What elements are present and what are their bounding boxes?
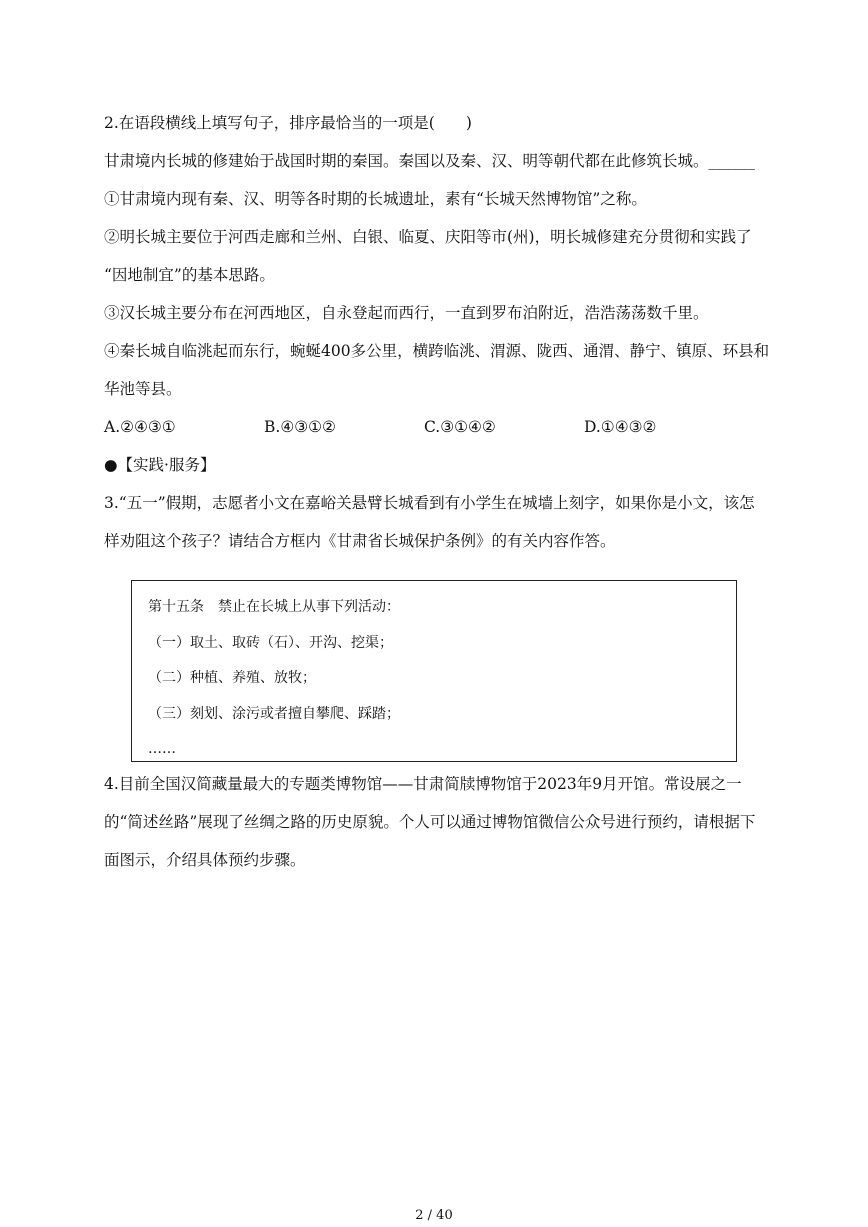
q2-sentence-1: ①甘肃境内现有秦、汉、明等各时期的长城遗址，素有“长城天然博物馆”之称。 [104,190,647,208]
q4-line-2: 的“简述丝路”展现了丝绸之路的历史原貌。个人可以通过博物馆微信公众号进行预约，请根据下 [104,813,756,831]
q3-line-1: 3.“五一”假期，志愿者小文在嘉峪关悬臂长城看到有小学生在城墙上刻字，如果你是小文，该怎 [104,494,755,512]
q3-line-2: 样劝阻这个孩子？请结合方框内《甘肃省长城保护条例》的有关内容作答。 [104,532,616,550]
page-number: 2 / 40 [415,1208,453,1223]
option-c: C.③①④② [424,418,496,436]
q4-line-3: 面图示，介绍具体预约步骤。 [104,851,306,869]
q4-content [104,773,764,887]
option-a: A.②④③① [104,418,176,436]
regulation-ellipsis: …… [148,741,176,757]
regulation-box [131,580,737,762]
q2-sentence-4-line-2: 华池等县。 [104,380,182,398]
question-content [104,112,770,568]
regulation-item-2: （二）种植、养殖、放牧； [148,670,316,686]
section-heading: ●【实践·服务】 [104,456,216,474]
q2-sentence-3: ③汉长城主要分布在河西地区，自永登起而西行，一直到罗布泊附近，浩浩荡荡数千里。 [104,304,709,322]
q2-options [104,416,744,439]
regulation-article: 第十五条 禁止在长城上从事下列活动： [148,599,400,615]
q2-sentence-2-line-1: ②明长城主要位于河西走廊和兰州、白银、临夏、庆阳等市(州)，明长城修建充分贯彻和实践了 [104,228,752,246]
q4-line-1: 4.目前全国汉简藏量最大的专题类博物馆——甘肃简牍博物馆于2023年9月开馆。常设展之一 [104,775,742,793]
regulation-item-1: （一）取土、取砖（石）、开沟、挖渠； [148,634,393,651]
option-d: D.①④③② [584,418,657,436]
q2-passage: 甘肃境内长城的修建始于战国时期的秦国。秦国以及秦、汉、明等朝代都在此修筑长城。______ [104,152,756,170]
q2-sentence-2-line-2: “因地制宜”的基本思路。 [104,266,275,284]
q2-sentence-4-line-1: ④秦长城自临洮起而东行，蜿蜒400多公里，横跨临洮、渭源、陇西、通渭、静宁、镇原、环县和 [104,342,770,360]
q2-stem: 2.在语段横线上填写句子，排序最恰当的一项是( ) [104,114,472,132]
option-b: B.④③①② [264,418,336,436]
regulation-item-3: （三）刻划、涂污或者擅自攀爬、踩踏； [148,705,400,722]
